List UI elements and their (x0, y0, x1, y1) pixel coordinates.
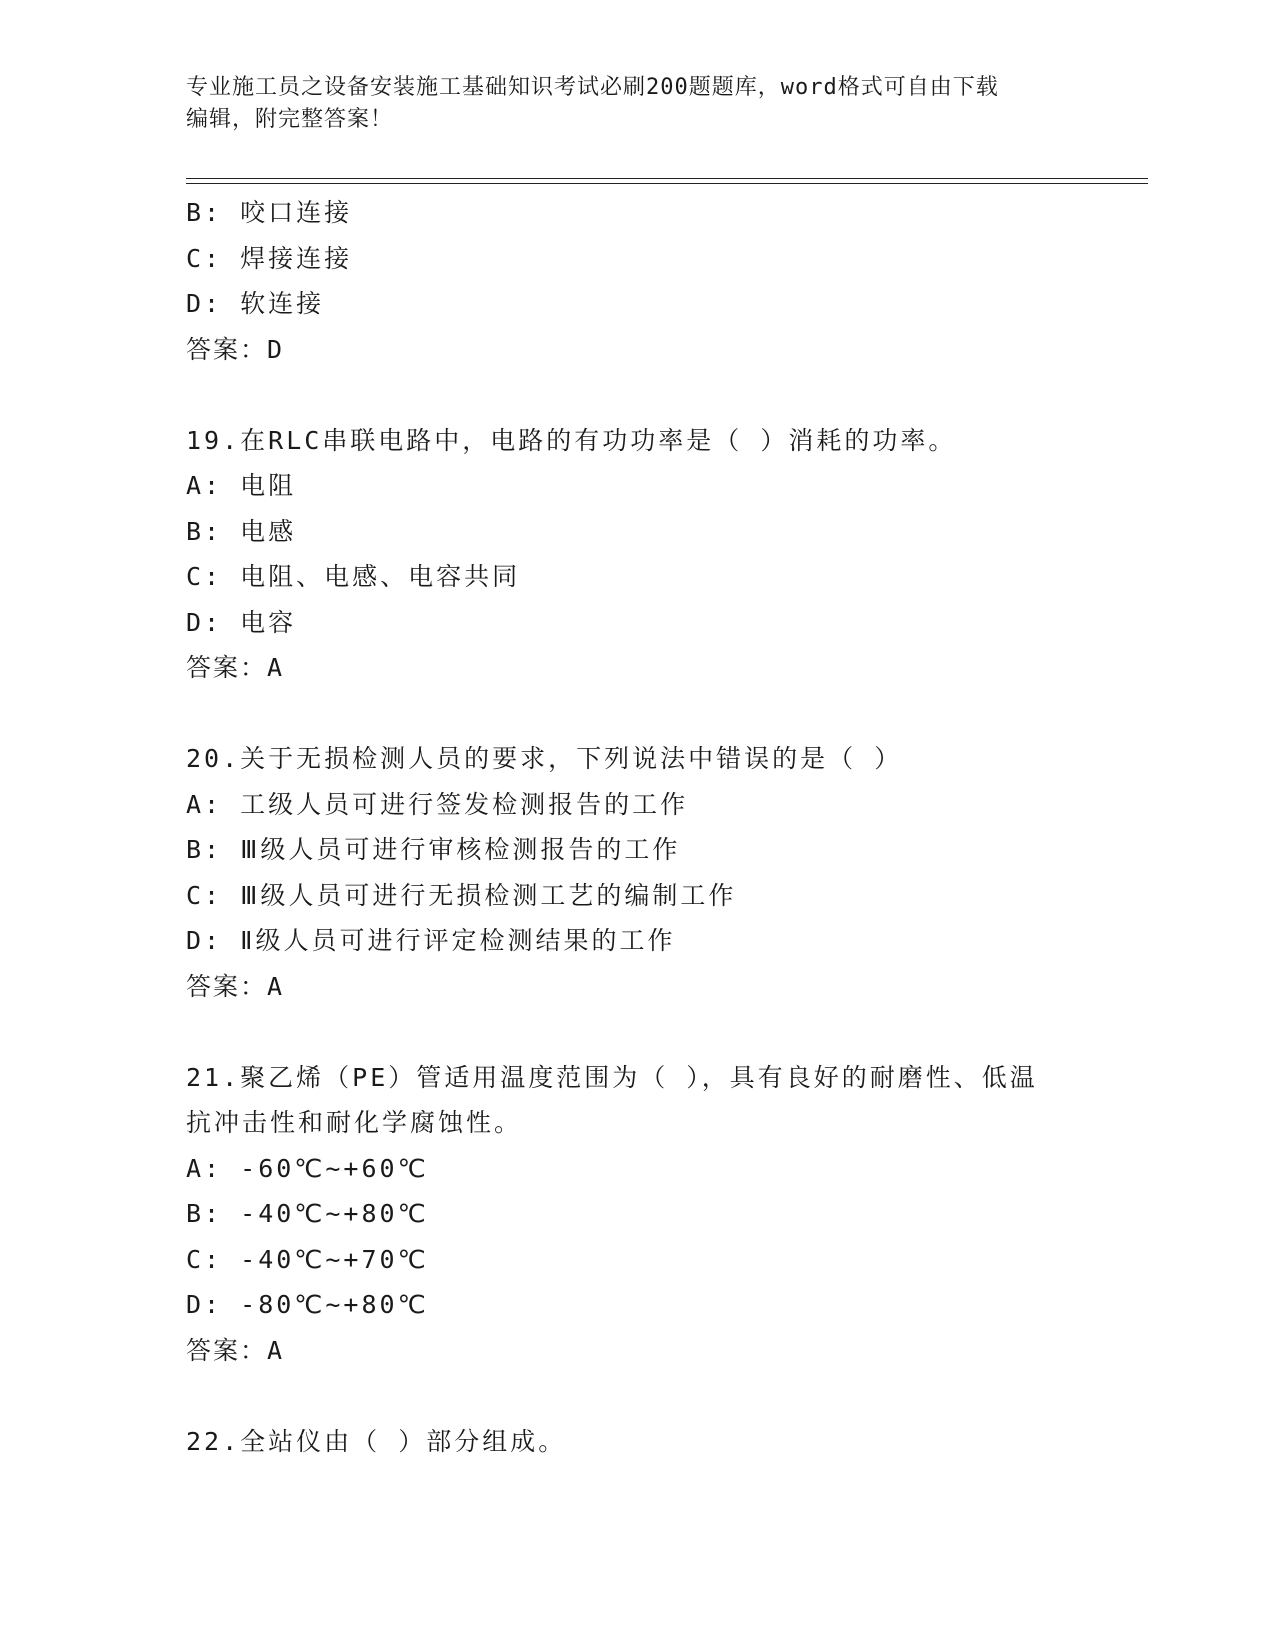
question-line: A: 工级人员可进行签发检测报告的工作 (186, 789, 689, 819)
answer-line: 答案：A (186, 653, 285, 682)
header-divider-top (186, 178, 1148, 179)
question-line: 21.聚乙烯（PE）管适用温度范围为（ ），具有良好的耐磨性、低温 (186, 1062, 1038, 1092)
question-spacer (186, 372, 1086, 418)
question-spacer (186, 691, 1086, 737)
question-line: C: 电阻、电感、电容共同 (186, 562, 521, 591)
question-line: C: 焊接连接 (186, 243, 353, 273)
question-line: A: 电阻 (186, 471, 297, 500)
question-line: D: 软连接 (186, 289, 325, 318)
header-title-line-1: 专业施工员之设备安装施工基础知识考试必刷200题题库，word格式可自由下载 (186, 75, 999, 100)
question-line: 19.在RLC串联电路中，电路的有功功率是（ ）消耗的功率。 (186, 425, 957, 455)
question-line: D: Ⅱ级人员可进行评定检测结果的工作 (186, 926, 676, 955)
question-line: C: -40℃~+70℃ (186, 1244, 429, 1274)
header-divider-bottom (186, 183, 1148, 184)
question-line: B: 咬口连接 (186, 198, 353, 227)
question-line: D: 电容 (186, 607, 297, 637)
question-line: 20.关于无损检测人员的要求，下列说法中错误的是（ ） (186, 744, 903, 773)
question-line: B: 电感 (186, 516, 297, 546)
document-header (186, 72, 1066, 136)
question-line: B: -40℃~+80℃ (186, 1199, 429, 1228)
question-line: 22.全站仪由（ ）部分组成。 (186, 1426, 567, 1456)
question-line: A: -60℃~+60℃ (186, 1153, 429, 1183)
answer-line: 答案：D (186, 334, 285, 364)
question-line: C: Ⅲ级人员可进行无损检测工艺的编制工作 (186, 880, 737, 910)
question-line: B: Ⅲ级人员可进行审核检测报告的工作 (186, 835, 681, 864)
question-line: 抗冲击性和耐化学腐蚀性。 (186, 1108, 523, 1137)
question-spacer (186, 1009, 1086, 1055)
header-title-line-2: 编辑，附完整答案！ (186, 107, 394, 132)
answer-line: 答案：A (186, 1335, 285, 1365)
question-spacer (186, 1373, 1086, 1419)
question-line: D: -80℃~+80℃ (186, 1290, 429, 1319)
answer-line: 答案：A (186, 971, 285, 1001)
question-content (186, 190, 1086, 1464)
